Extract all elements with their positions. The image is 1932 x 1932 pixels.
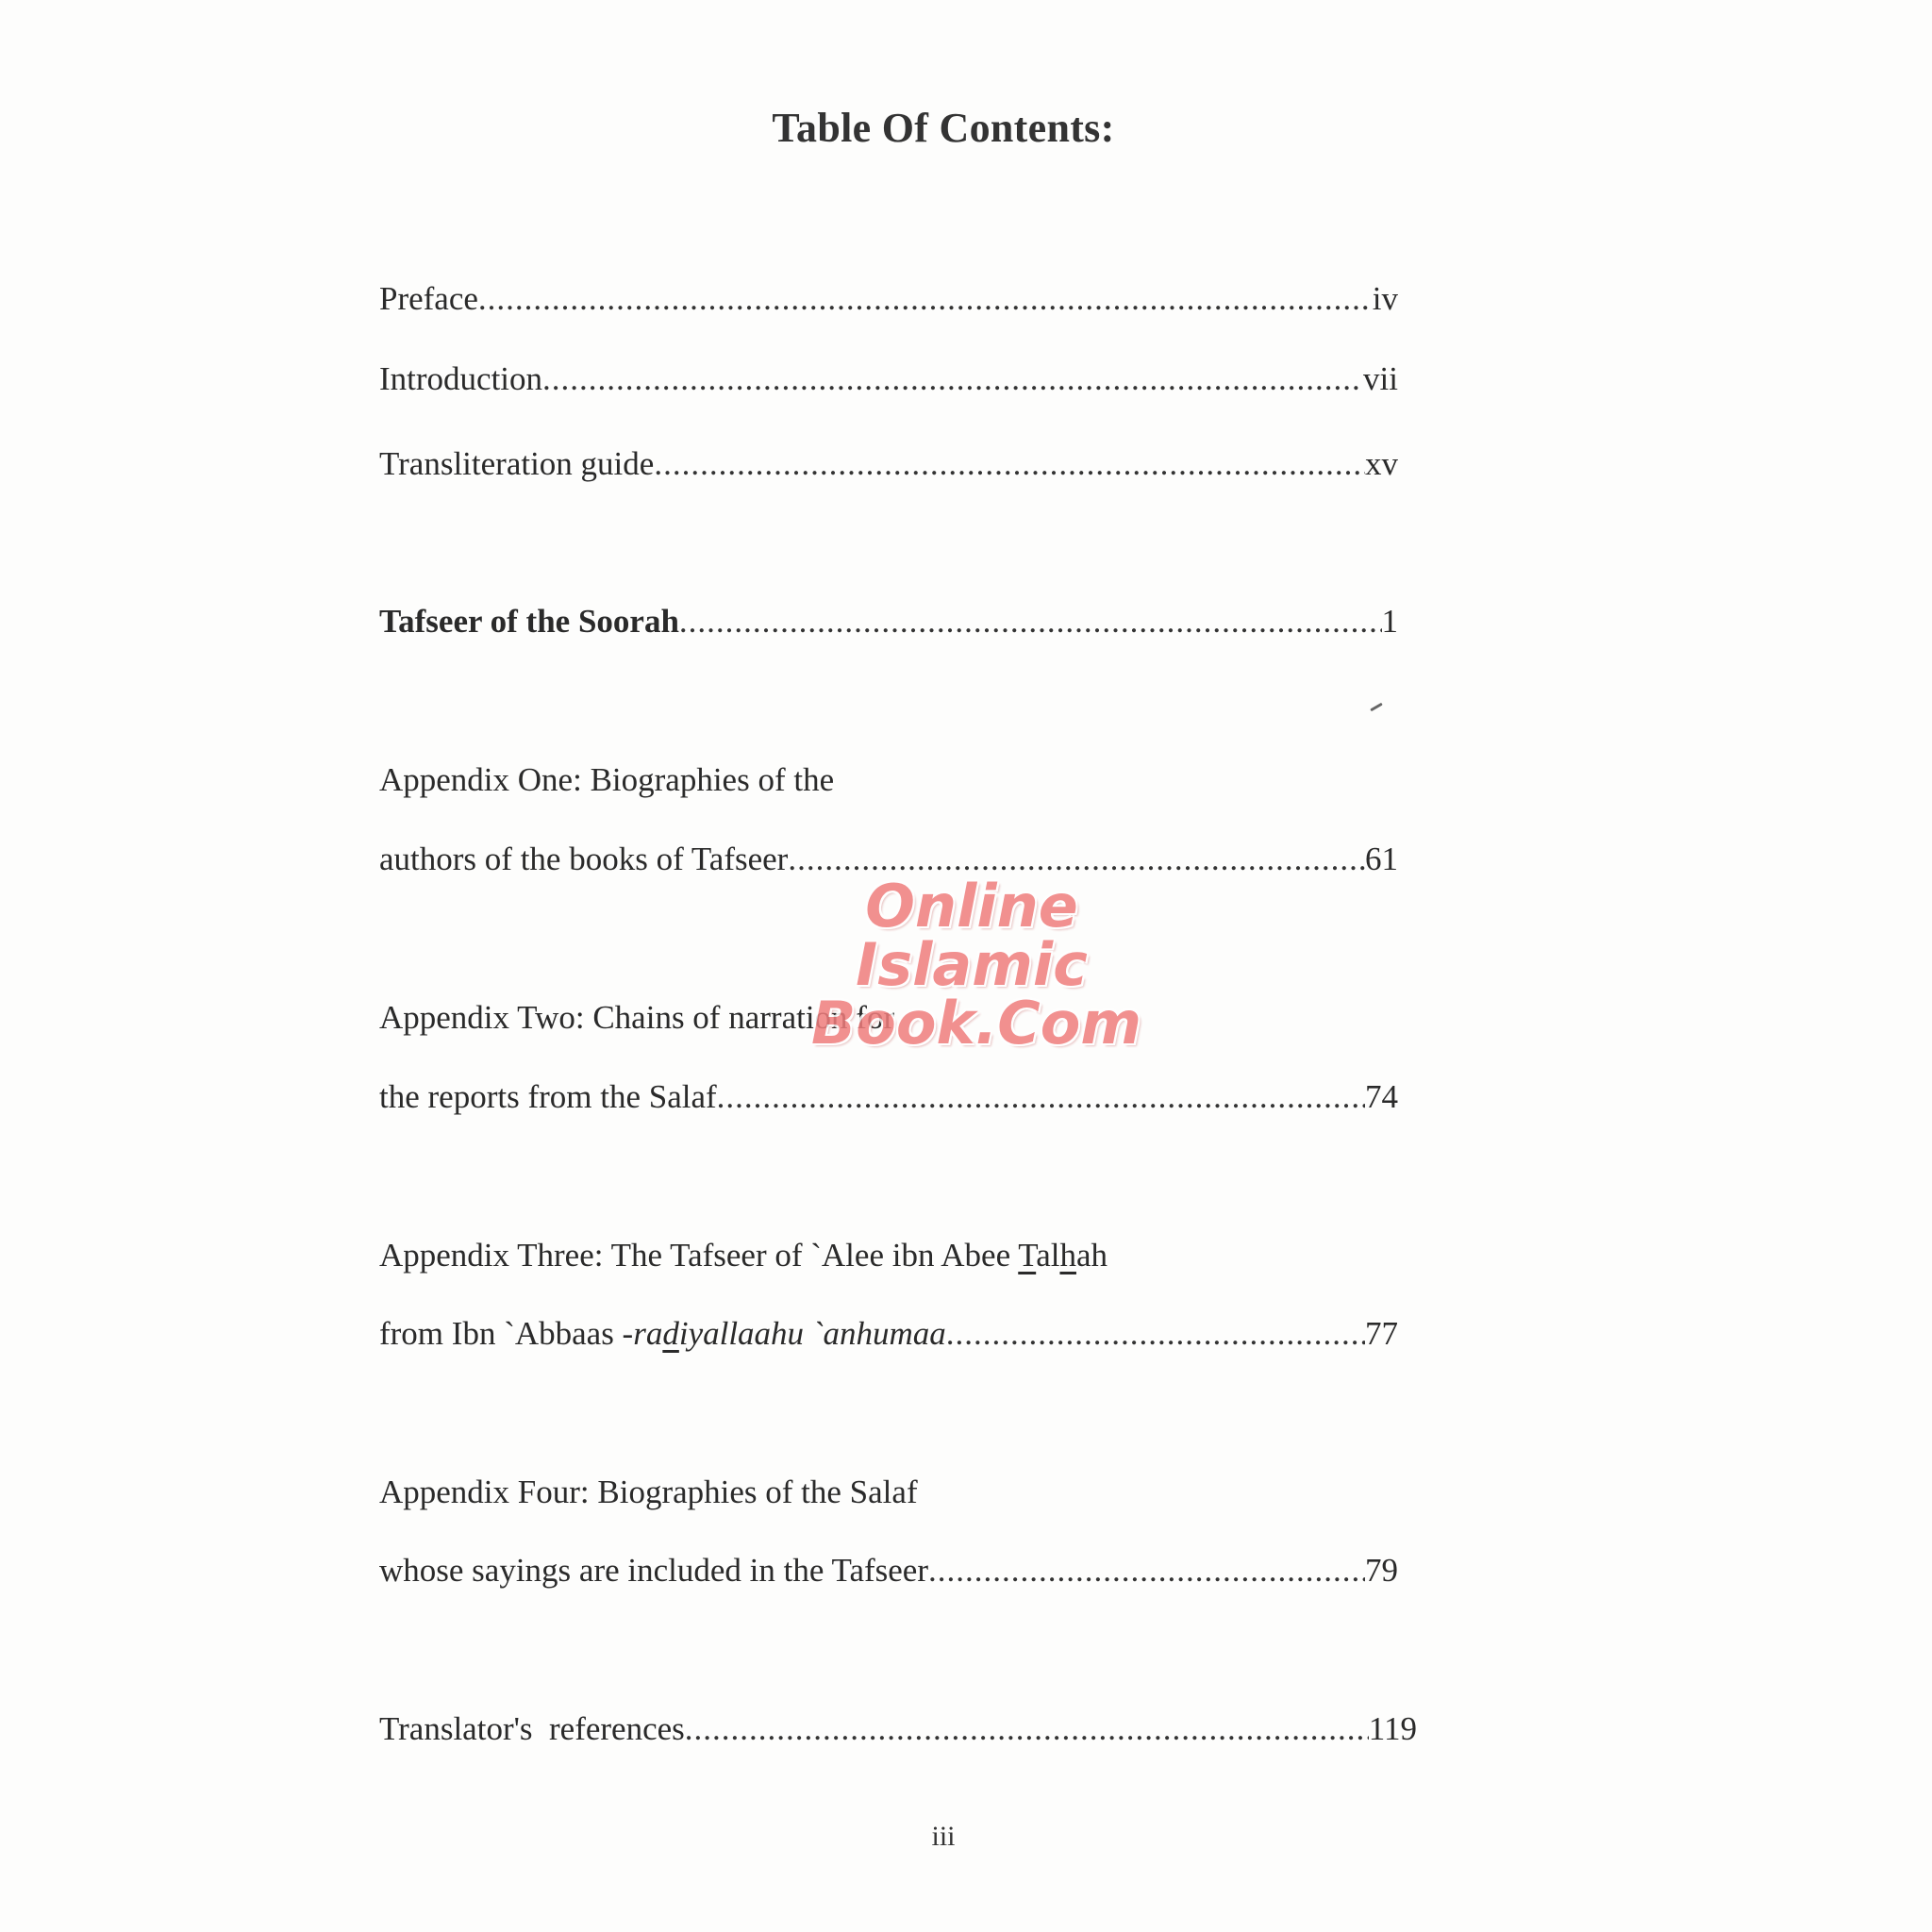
toc-entry-appendix-two [379,1078,1398,1116]
label-text-italic: ra [633,1315,663,1352]
dot-leader [679,603,1382,641]
toc-entry-page: 1 [1381,603,1398,640]
toc-entry-translators-references [379,1710,1417,1748]
dot-leader [928,1552,1365,1590]
label-text: ah [1075,1237,1108,1274]
toc-entry-label [379,1315,946,1353]
toc-entry-label [379,1237,1108,1274]
page-title: Table Of Contents: [772,105,1115,151]
label-text-italic: iyallaahu `anhumaa [678,1315,946,1352]
watermark-line-2: Book.Com [811,989,1141,1058]
toc-entry-page: 61 [1365,841,1398,877]
toc-entry-appendix-four-heading [379,1474,918,1511]
watermark-line-1: Online Islamic [856,872,1088,999]
dot-leader [685,1710,1369,1748]
toc-entry-page: xv [1365,445,1398,482]
toc-entry-page: vii [1363,360,1398,397]
toc-entry-appendix-four [379,1552,1398,1590]
toc-entry-label: Appendix Four: Biographies of the Salaf [379,1474,918,1510]
label-text-underlined: T [1018,1237,1037,1274]
dot-leader [478,280,1373,318]
toc-entry-label: Appendix One: Biographies of the [379,761,835,798]
dot-leader [654,445,1365,483]
toc-entry-appendix-one-heading [379,761,834,799]
page-number: iii [931,1821,956,1852]
toc-entry-introduction [379,360,1398,398]
toc-entry-appendix-three-heading [379,1237,1108,1274]
toc-entry-label: Transliteration guide [379,445,655,482]
label-text: from Ibn `Abbaas - [379,1315,634,1352]
toc-entry-page: 77 [1365,1315,1398,1352]
toc-entry-tafseer-of-the-soorah [379,603,1398,641]
label-text: Appendix Three: The Tafseer of `Alee ibn Abee [379,1237,1019,1274]
dot-leader [542,360,1363,398]
toc-entry-transliteration-guide [379,445,1398,483]
label-text-italic-underlined: d [662,1315,679,1352]
toc-entry-label: Appendix Two: Chains of narration for [379,999,895,1036]
toc-entry-page: 119 [1368,1710,1417,1747]
toc-entry-appendix-three [379,1315,1398,1353]
toc-entry-label: Translator's references [379,1710,685,1747]
toc-entry-label: Introduction [379,360,543,397]
toc-entry-label: whose sayings are included in the Tafseer [379,1552,928,1589]
toc-entry-page: iv [1372,280,1398,317]
dot-leader [717,1078,1365,1116]
toc-entry-page: 79 [1365,1552,1398,1589]
label-text: al [1036,1237,1060,1274]
toc-entry-page: 74 [1365,1078,1398,1115]
toc-entry-label: Tafseer of the Soorah [379,603,679,640]
dot-leader [946,1315,1365,1353]
scan-mark [1370,703,1383,712]
toc-entry-label: Preface [379,280,478,317]
label-text-underlined: h [1059,1237,1076,1274]
toc-entry-label: authors of the books of Tafseer [379,841,789,877]
toc-entry-preface [379,280,1398,318]
toc-entry-label: the reports from the Salaf [379,1078,717,1115]
watermark-logo [764,872,1179,1058]
